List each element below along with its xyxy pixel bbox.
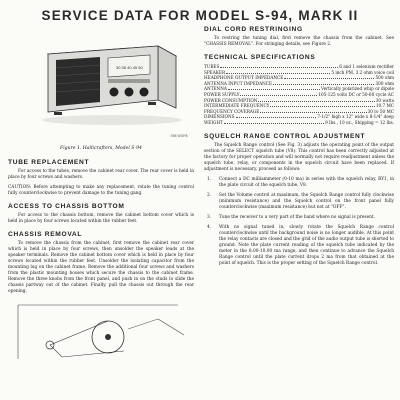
tube-replacement-paragraph: For access to the tubes, remove the cabinet rear cover. The rear cover is held in place by four screws and washers. — [8, 169, 194, 180]
chassis-access-heading: ACCESS TO CHASSIS BOTTOM — [8, 203, 125, 210]
squelch-step: 3. Tune the receiver to a very part of the band where no signal is present. — [207, 214, 376, 220]
spec-row: TUBES 6 and 1 selenium rectifier — [204, 64, 394, 69]
chassis-access-paragraph: For access to the chassis bottom, remove the cabinet bottom cover which is held in place by four screws located within the rubber feet. — [8, 213, 194, 224]
caution-paragraph: CAUTION: Before attempting to make any replacement, rotate the tuning control fully counterclockwise to prevent damage to the tuning gang. — [8, 185, 194, 196]
spec-row: ANTENNA INPUT IMPEDANCE 300 ohm — [204, 80, 394, 86]
spec-row: SPEAKER 5 inch PM, 3.2 ohm voice coil — [204, 69, 394, 75]
tech-specs-heading: TECHNICAL SPECIFICATIONS — [204, 54, 316, 61]
receiver-drawing — [8, 26, 194, 144]
squelch-step: 2. Set the Volume control at maximum, the Squelch Range control fully clockwise (minimum resistance) and the Squelch control on the front panel fully counterclockwise (maximum resistance) but not at "OFF". — [207, 192, 394, 210]
dial-cord-heading: DIAL CORD RESTRINGING — [204, 26, 303, 33]
receiver-illustration — [8, 26, 194, 144]
illustration-tag: S94 WORK — [170, 134, 188, 138]
dial-cord-diagram — [8, 299, 194, 363]
dial-cord-paragraph: To restring the tuning dial, first remove the chassis from the cabinet. See "CHASSIS REMOVAL". For stringing details, see Figure 2. — [204, 36, 394, 47]
squelch-step: 4. With no signal tuned in, slowly rotate the Squelch Range control counterclockwise until the background noise is no longer audible. At this point the relay contacts are closed and the grid of the audio output tube is shorted to ground. Note the plate current reading of the squelch tube indicated by the meter in the 8.00-10.00 ma range, and then continue to advance the Squelch Range control until the plate current drops 2 ma from that obtained at the point of squelch. This is the proper setting of the Squelch Range control. — [207, 224, 394, 266]
spec-row: WEIGHT 9 lbs., 10 oz., Shipping = 12 lbs. — [204, 119, 394, 125]
squelch-step: 1. Connect a DC milliammeter (0-10 ma) in series with the squelch relay, RY1, in the plate circuit of the squelch tube, V8. — [207, 176, 394, 188]
spec-row: POWER CONSUMPTION 30 watts — [204, 97, 394, 103]
squelch-heading: SQUELCH RANGE CONTROL ADJUSTMENT — [204, 132, 366, 140]
right-column — [204, 26, 394, 271]
svg-text:30 35 40 45 50: 30 35 40 45 50 — [116, 65, 143, 70]
squelch-paragraph: The Squelch Range control (See Fig. 3) adjusts the operating point of the output section of the SELECT squelch tube (V8). This control has been correctly adjusted at the factory for proper operation and will normally not require readjustment unless the squelch tube, relay, or components in the squelch circuit have been replaced. If adjustment is necessary, proceed as follows: — [204, 142, 394, 172]
figure-caption: Figure 1. Hallicrafters, Model S-94 — [60, 146, 142, 151]
tech-specs-list — [204, 64, 394, 126]
spec-row: FREQUENCY COVERAGE 30 to 50 MC — [204, 108, 394, 114]
spec-row: ANTENNA Vertically polarized whip or dipole — [204, 86, 394, 92]
page-title: SERVICE DATA FOR MODEL S-94, MARK II — [41, 8, 359, 23]
spec-row: HEADPHONE OUTPUT IMPEDANCE 500 ohm — [204, 75, 394, 81]
chassis-removal-heading: CHASSIS REMOVAL — [8, 231, 83, 238]
dial-cord-drawing — [8, 299, 194, 363]
chassis-removal-paragraph: To remove the chassis from the cabinet, first remove the cabinet rear cover which is held in place by four screws, then unsolder the speaker leads at the speaker terminals. Remove the cabinet bottom cover which is held in place by four screws located within the rubber feet. Unsolder the isolating capacitor from the mounting lug on the cabinet frame. Remove the additional four screws and washers from the plastic mounting bosses which secure the chassis to the cabinet frame. Remove the three knobs from the front panel, and push in on the studs to slide the chassis partway out of the cabinet. Finally, pull the chassis out through the rear opening. — [8, 241, 194, 294]
spec-row: INTERMEDIATE FREQUENCY 10.7 MC — [204, 103, 394, 109]
left-column — [8, 26, 194, 363]
spec-row: DIMENSIONS 7-1/2" high x 12" wide x 8-1/4" deep — [204, 114, 394, 120]
spec-row: POWER SUPPLY 105-125 volts DC or 50-60 cycle AC — [204, 91, 394, 97]
tube-replacement-heading: TUBE REPLACEMENT — [8, 159, 90, 166]
